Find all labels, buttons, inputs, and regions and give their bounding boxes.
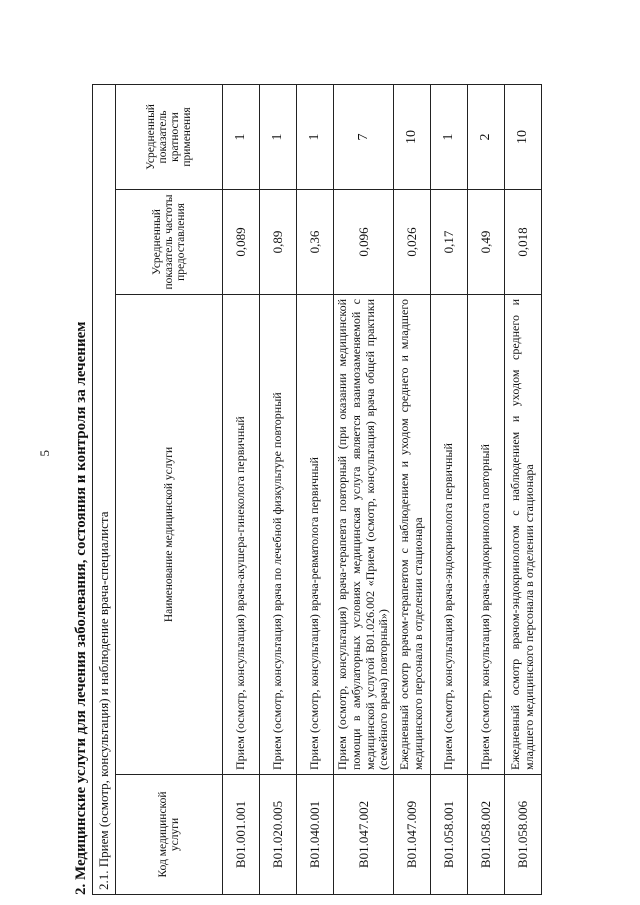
service-mult: 10: [505, 84, 542, 189]
table-row: [468, 84, 505, 894]
service-code: B01.058.001: [431, 775, 468, 895]
service-code: B01.001.001: [223, 775, 260, 895]
section-title: 2. Медицинские услуги для лечения заболевания, состояния и контроля за лечением: [73, 321, 89, 895]
subsection-row: [93, 84, 116, 894]
service-name: Прием (осмотр, консультация) врача-терапевта повторный (при оказании медицинской помощи в амбулаторных условиях медицинская услуга является взаимозаменяемой с медицинской услугой B01.026.002 «Прием (осмотр, консультация) врача общей практики (семейного врача) повторный»): [334, 295, 394, 775]
service-name: Прием (осмотр, консультация) врача-ревматолога первичный: [297, 295, 334, 775]
table-row: [394, 84, 431, 894]
table-row: [334, 84, 394, 894]
service-name: Ежедневный осмотр врачом-терапевтом с наблюдением и уходом среднего и младшего медицинского персонала в отделении стационара: [394, 295, 431, 775]
service-mult: 10: [394, 84, 431, 189]
service-freq: 0,096: [334, 190, 394, 295]
service-name: Прием (осмотр, консультация) врача-эндокринолога первичный: [431, 295, 468, 775]
table-row: [223, 84, 260, 894]
header-name: Наименование медицинской услуги: [116, 295, 223, 775]
services-table: [92, 84, 542, 895]
subsection-title: 2.1. Прием (осмотр, консультация) и наблюдение врача-специалиста: [93, 84, 116, 894]
header-row: [116, 84, 223, 894]
table-row: [505, 84, 542, 894]
service-freq: 0,36: [297, 190, 334, 295]
header-mult: Усредненный показатель кратности применения: [116, 84, 223, 189]
service-name: Прием (осмотр, консультация) врача по лечебной физкультуре повторный: [260, 295, 297, 775]
service-name: Ежедневный осмотр врачом-эндокринологом с наблюдением и уходом среднего и младшего медицинского персонала в отделении стационара: [505, 295, 542, 775]
table-row: [431, 84, 468, 894]
service-freq: 0,89: [260, 190, 297, 295]
table-row: [297, 84, 334, 894]
service-mult: 1: [223, 84, 260, 189]
service-code: B01.020.005: [260, 775, 297, 895]
header-freq: Усредненный показатель частоты предоставления: [116, 190, 223, 295]
service-mult: 7: [334, 84, 394, 189]
service-freq: 0,018: [505, 190, 542, 295]
service-freq: 0,49: [468, 190, 505, 295]
service-name: Прием (осмотр, консультация) врача-акушера-гинеколога первичный: [223, 295, 260, 775]
service-code: B01.047.009: [394, 775, 431, 895]
service-freq: 0,089: [223, 190, 260, 295]
service-freq: 0,026: [394, 190, 431, 295]
service-mult: 1: [260, 84, 297, 189]
rotated-page-content: [70, 85, 590, 895]
service-mult: 2: [468, 84, 505, 189]
header-code: Код медицинской услуги: [116, 775, 223, 895]
service-code: B01.058.002: [468, 775, 505, 895]
service-code: B01.040.001: [297, 775, 334, 895]
service-code: B01.058.006: [505, 775, 542, 895]
page-number: 5: [37, 450, 52, 457]
service-mult: 1: [297, 84, 334, 189]
service-mult: 1: [431, 84, 468, 189]
service-freq: 0,17: [431, 190, 468, 295]
table-row: [260, 84, 297, 894]
service-name: Прием (осмотр, консультация) врача-эндокринолога повторный: [468, 295, 505, 775]
service-code: B01.047.002: [334, 775, 394, 895]
